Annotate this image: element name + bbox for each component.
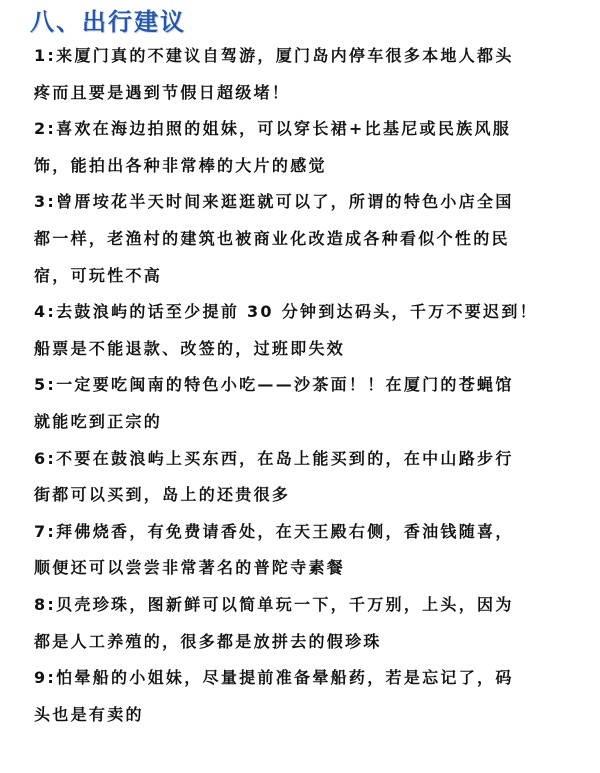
tip-line: 顺便还可以尝尝非常著名的普陀寺素餐: [34, 558, 346, 578]
tip-line: 1:来厦门真的不建议自驾游，厦门岛内停车很多本地人都头: [34, 46, 514, 65]
tip-item-2: [34, 111, 582, 184]
tip-line: 3:曾厝垵花半天时间来逛逛就可以了，所谓的特色小店全国: [34, 192, 514, 212]
tip-item-7: [34, 514, 582, 587]
tip-item-1: [34, 38, 582, 111]
tip-item-8: [34, 587, 582, 660]
tip-line: 9:怕晕船的小姐妹，尽量提前准备晕船药，若是忘记了，码: [34, 668, 514, 688]
tip-line: 街都可以买到，岛上的还贵很多: [34, 485, 291, 505]
tip-item-4: [34, 294, 582, 367]
tip-line: 船票是不能退款、改签的，过班即失效: [34, 338, 346, 358]
tip-line: 头也是有卖的: [34, 704, 144, 724]
tip-line: 宿，可玩性不高: [34, 265, 163, 285]
section-title: 八、出行建议: [30, 8, 186, 36]
tip-line: 5:一定要吃闽南的特色小吃——沙茶面！！在厦门的苍蝇馆: [34, 375, 514, 395]
tip-line: 饰，能拍出各种非常棒的大片的感觉: [34, 155, 327, 175]
tip-item-6: [34, 441, 582, 514]
tip-line: 都一样，老渔村的建筑也被商业化改造成各种看似个性的民: [34, 228, 510, 248]
tips-list: [34, 38, 582, 733]
tip-line: 都是人工养殖的，很多都是放拼去的假珍珠: [34, 631, 382, 651]
tip-line: 7:拜佛烧香，有免费请香处，在天王殿右侧，香油钱随喜，: [34, 521, 514, 541]
tip-item-9: [34, 660, 582, 733]
tip-line: 疼而且要是遇到节假日超级堵！: [34, 82, 291, 102]
tip-item-5: [34, 367, 582, 440]
tip-line: 4:去鼓浪屿的话至少提前 30 分钟到达码头，千万不要迟到！: [34, 302, 538, 322]
tip-line: 就能吃到正宗的: [34, 411, 163, 431]
tip-line: 2:喜欢在海边拍照的姐妹，可以穿长裙+比基尼或民族风服: [34, 119, 512, 139]
tip-item-3: [34, 184, 582, 294]
tip-line: 8:贝壳珍珠，图新鲜可以简单玩一下，千万别，上头，因为: [34, 594, 514, 614]
tip-line: 6:不要在鼓浪屿上买东西，在岛上能买到的，在中山路步行: [34, 448, 514, 468]
